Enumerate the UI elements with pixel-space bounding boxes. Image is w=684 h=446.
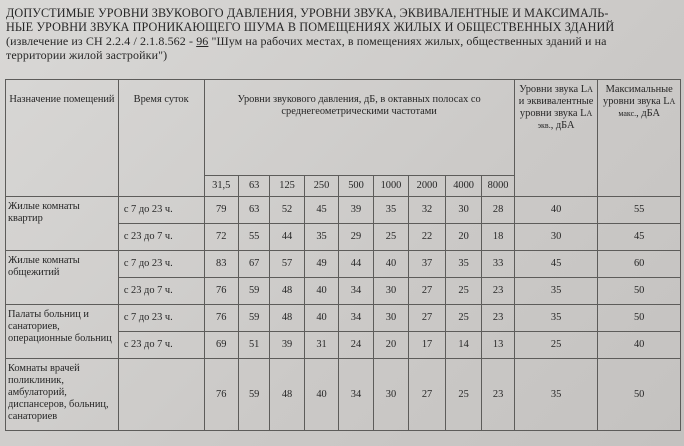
source-prefix: (извлечение из СН 2.2.4 / 2.1.8.562 - <box>6 34 197 48</box>
value-1000: 30 <box>373 305 409 332</box>
value-500: 34 <box>339 305 373 332</box>
value-63: 67 <box>238 251 269 278</box>
header-max-text: Максимальные уровни звука L <box>603 84 673 107</box>
time-of-day: с 7 до 23 ч. <box>118 305 204 332</box>
value-125: 52 <box>270 197 304 224</box>
header-equivalent-sub2: A экв. <box>537 109 593 130</box>
value-8000: 18 <box>482 224 514 251</box>
value-63: 63 <box>238 197 269 224</box>
time-of-day: с 23 до 7 ч. <box>118 332 204 359</box>
value-4000: 20 <box>445 224 482 251</box>
value-8000: 23 <box>482 305 514 332</box>
value-500: 44 <box>339 251 373 278</box>
max-level: 55 <box>598 197 681 224</box>
header-row <box>6 80 681 176</box>
room-purpose: Жилые комнаты квартир <box>6 197 119 251</box>
value-63: 59 <box>238 359 269 431</box>
header-max-unit: , дБА <box>636 108 660 119</box>
value-250: 31 <box>304 332 338 359</box>
equivalent-level: 40 <box>514 197 598 224</box>
value-500: 39 <box>339 197 373 224</box>
table-row <box>6 251 681 278</box>
value-31-5: 72 <box>204 224 238 251</box>
equivalent-level: 35 <box>514 359 598 431</box>
table-row <box>6 305 681 332</box>
value-4000: 35 <box>445 251 482 278</box>
header-max-sub: A макс. <box>618 97 676 118</box>
header-equivalent-unit: , дБА <box>550 120 575 131</box>
header-time: Время суток <box>118 80 204 197</box>
value-63: 59 <box>238 278 269 305</box>
max-level: 50 <box>598 278 681 305</box>
header-equivalent-rest: и эквивалентные уровни звука L <box>518 96 594 119</box>
value-2000: 32 <box>409 197 446 224</box>
freq-31-5: 31,5 <box>204 176 238 197</box>
value-4000: 25 <box>445 359 482 431</box>
value-31-5: 76 <box>204 278 238 305</box>
noise-norms-table <box>5 79 681 431</box>
value-31-5: 83 <box>204 251 238 278</box>
value-125: 39 <box>270 332 304 359</box>
value-8000: 23 <box>482 359 514 431</box>
header-equivalent-text: Уровни звука L <box>519 84 588 95</box>
freq-8000: 8000 <box>482 176 514 197</box>
value-1000: 20 <box>373 332 409 359</box>
freq-500: 500 <box>339 176 373 197</box>
value-2000: 17 <box>409 332 446 359</box>
value-250: 40 <box>304 359 338 431</box>
freq-2000: 2000 <box>409 176 446 197</box>
value-31-5: 79 <box>204 197 238 224</box>
value-63: 55 <box>238 224 269 251</box>
header-max-level <box>598 80 681 197</box>
room-purpose: Комнаты врачей поликлиник, амбулаторий, диспансеров, больниц, санаториев <box>6 359 119 431</box>
value-250: 49 <box>304 251 338 278</box>
room-purpose: Жилые комнаты общежитий <box>6 251 119 305</box>
max-level: 50 <box>598 305 681 332</box>
time-of-day: с 23 до 7 ч. <box>118 278 204 305</box>
value-1000: 25 <box>373 224 409 251</box>
value-2000: 27 <box>409 305 446 332</box>
source-line-2: территории жилой застройки") <box>6 48 168 62</box>
value-250: 40 <box>304 278 338 305</box>
value-500: 34 <box>339 278 373 305</box>
value-1000: 30 <box>373 359 409 431</box>
value-500: 34 <box>339 359 373 431</box>
freq-4000: 4000 <box>445 176 482 197</box>
value-125: 48 <box>270 278 304 305</box>
time-of-day: с 7 до 23 ч. <box>118 251 204 278</box>
equivalent-level: 30 <box>514 224 598 251</box>
value-8000: 13 <box>482 332 514 359</box>
value-4000: 25 <box>445 278 482 305</box>
value-63: 51 <box>238 332 269 359</box>
time-of-day: с 7 до 23 ч. <box>118 197 204 224</box>
title-line-2: НЫЕ УРОВНИ ЗВУКА ПРОНИКАЮЩЕГО ШУМА В ПОМЕЩЕНИЯХ ЖИЛЫХ И ОБЩЕСТВЕННЫХ ЗДАНИЙ <box>6 20 615 34</box>
header-equivalent-level <box>514 80 598 197</box>
document-heading <box>6 6 682 62</box>
value-63: 59 <box>238 305 269 332</box>
time-of-day <box>118 359 204 431</box>
equivalent-level: 25 <box>514 332 598 359</box>
value-125: 48 <box>270 359 304 431</box>
room-purpose: Палаты больниц и санаториев, операционные больниц <box>6 305 119 359</box>
equivalent-level: 35 <box>514 278 598 305</box>
value-31-5: 76 <box>204 359 238 431</box>
value-31-5: 76 <box>204 305 238 332</box>
source-line-1 <box>6 34 682 48</box>
value-125: 48 <box>270 305 304 332</box>
value-1000: 30 <box>373 278 409 305</box>
freq-63: 63 <box>238 176 269 197</box>
value-31-5: 69 <box>204 332 238 359</box>
value-500: 29 <box>339 224 373 251</box>
value-1000: 40 <box>373 251 409 278</box>
value-250: 45 <box>304 197 338 224</box>
freq-1000: 1000 <box>373 176 409 197</box>
value-8000: 33 <box>482 251 514 278</box>
value-500: 24 <box>339 332 373 359</box>
value-2000: 22 <box>409 224 446 251</box>
freq-125: 125 <box>270 176 304 197</box>
value-125: 44 <box>270 224 304 251</box>
value-2000: 37 <box>409 251 446 278</box>
value-1000: 35 <box>373 197 409 224</box>
value-250: 35 <box>304 224 338 251</box>
value-8000: 23 <box>482 278 514 305</box>
time-of-day: с 23 до 7 ч. <box>118 224 204 251</box>
header-equivalent-sub: A <box>587 85 593 94</box>
title-line-1: ДОПУСТИМЫЕ УРОВНИ ЗВУКОВОГО ДАВЛЕНИЯ, УРОВНИ ЗВУКА, ЭКВИВАЛЕНТНЫЕ И МАКСИМАЛЬ- <box>6 6 609 20</box>
value-2000: 27 <box>409 359 446 431</box>
freq-250: 250 <box>304 176 338 197</box>
value-2000: 27 <box>409 278 446 305</box>
source-year: 96 <box>196 34 209 48</box>
value-4000: 14 <box>445 332 482 359</box>
equivalent-level: 45 <box>514 251 598 278</box>
max-level: 45 <box>598 224 681 251</box>
table-row <box>6 197 681 224</box>
equivalent-level: 35 <box>514 305 598 332</box>
source-suffix: "Шум на рабочих местах, в помещениях жилых, общественных зданий и на <box>208 34 607 48</box>
value-4000: 30 <box>445 197 482 224</box>
value-8000: 28 <box>482 197 514 224</box>
header-purpose: Назначение помещений <box>6 80 119 197</box>
max-level: 50 <box>598 359 681 431</box>
max-level: 40 <box>598 332 681 359</box>
table-row <box>6 359 681 431</box>
value-125: 57 <box>270 251 304 278</box>
value-4000: 25 <box>445 305 482 332</box>
header-octave-bands: Уровни звукового давления, дБ, в октавных полосах со среднегеометрическими частотами <box>204 80 514 176</box>
max-level: 60 <box>598 251 681 278</box>
value-250: 40 <box>304 305 338 332</box>
